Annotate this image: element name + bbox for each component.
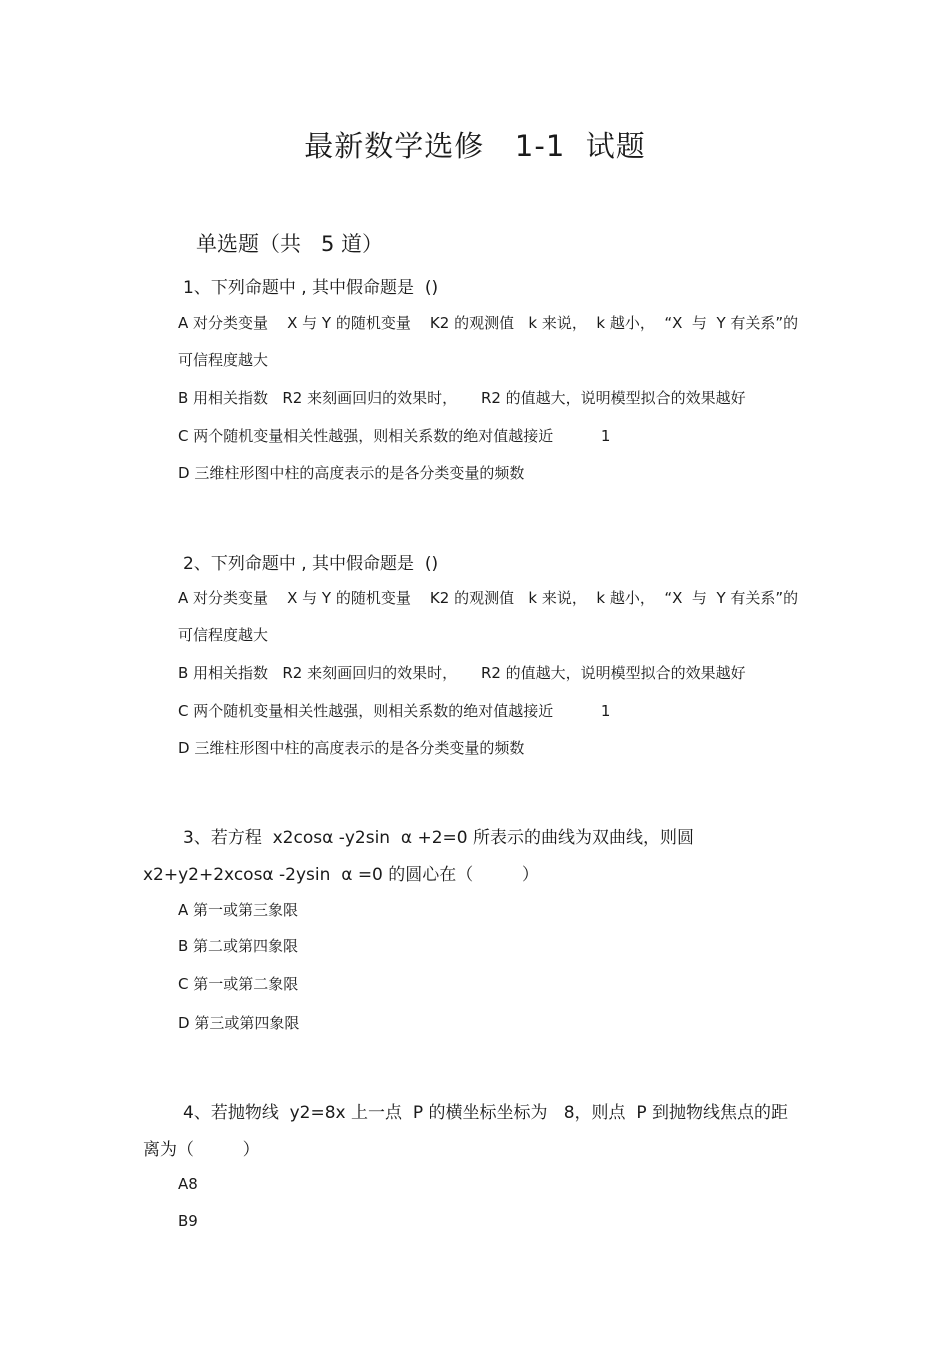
question-2-option-b: B 用相关指数 R2 来刻画回归的效果时， R2 的值越大，说明模型拟合的效果越好 xyxy=(178,664,746,682)
question-4-stem-line1: 4、若抛物线 y2=8x 上一点 P 的横坐标坐标为 8，则点 P 到抛物线焦点的距 xyxy=(183,1103,788,1123)
question-2-option-a: A 对分类变量 X 与 Y 的随机变量 K2 的观测值 k 来说， k 越小， “X 与 Y 有关系”的 xyxy=(178,589,799,607)
question-4-option-a: A8 xyxy=(178,1175,198,1193)
question-2-option-d: D 三维柱形图中柱的高度表示的是各分类变量的频数 xyxy=(178,739,525,757)
question-1-option-a: A 对分类变量 X 与 Y 的随机变量 K2 的观测值 k 来说， k 越小， “X 与 Y 有关系”的 xyxy=(178,314,799,332)
document-title: 最新数学选修 1-1 试题 xyxy=(304,129,646,163)
question-3-option-d: D 第三或第四象限 xyxy=(178,1014,300,1032)
question-3-stem-line2: x2+y2+2xcosα -2ysin α =0 的圆心在（ ） xyxy=(143,865,539,885)
question-3-option-c: C 第一或第二象限 xyxy=(178,975,299,993)
question-3-option-a: A 第一或第三象限 xyxy=(178,901,299,919)
question-1-option-a-cont: 可信程度越大 xyxy=(178,351,269,369)
question-4-option-b: B9 xyxy=(178,1212,198,1230)
question-2-option-a-cont: 可信程度越大 xyxy=(178,626,269,644)
question-1-stem: 1、下列命题中 , 其中假命题是 () xyxy=(183,278,439,298)
question-3-stem-line1: 3、若方程 x2cosα -y2sin α +2=0 所表示的曲线为双曲线，则圆 xyxy=(183,828,695,848)
question-2-stem: 2、下列命题中 , 其中假命题是 () xyxy=(183,554,439,574)
question-3-option-b: B 第二或第四象限 xyxy=(178,937,299,955)
question-1-option-c: C 两个随机变量相关性越强，则相关系数的绝对值越接近 1 xyxy=(178,427,611,445)
question-1-option-d: D 三维柱形图中柱的高度表示的是各分类变量的频数 xyxy=(178,464,525,482)
question-2-option-c: C 两个随机变量相关性越强，则相关系数的绝对值越接近 1 xyxy=(178,702,611,720)
question-1-option-b: B 用相关指数 R2 来刻画回归的效果时， R2 的值越大，说明模型拟合的效果越好 xyxy=(178,389,746,407)
section-heading: 单选题（共 5 道） xyxy=(196,232,384,256)
question-4-stem-line2: 离为（ ） xyxy=(143,1140,260,1160)
